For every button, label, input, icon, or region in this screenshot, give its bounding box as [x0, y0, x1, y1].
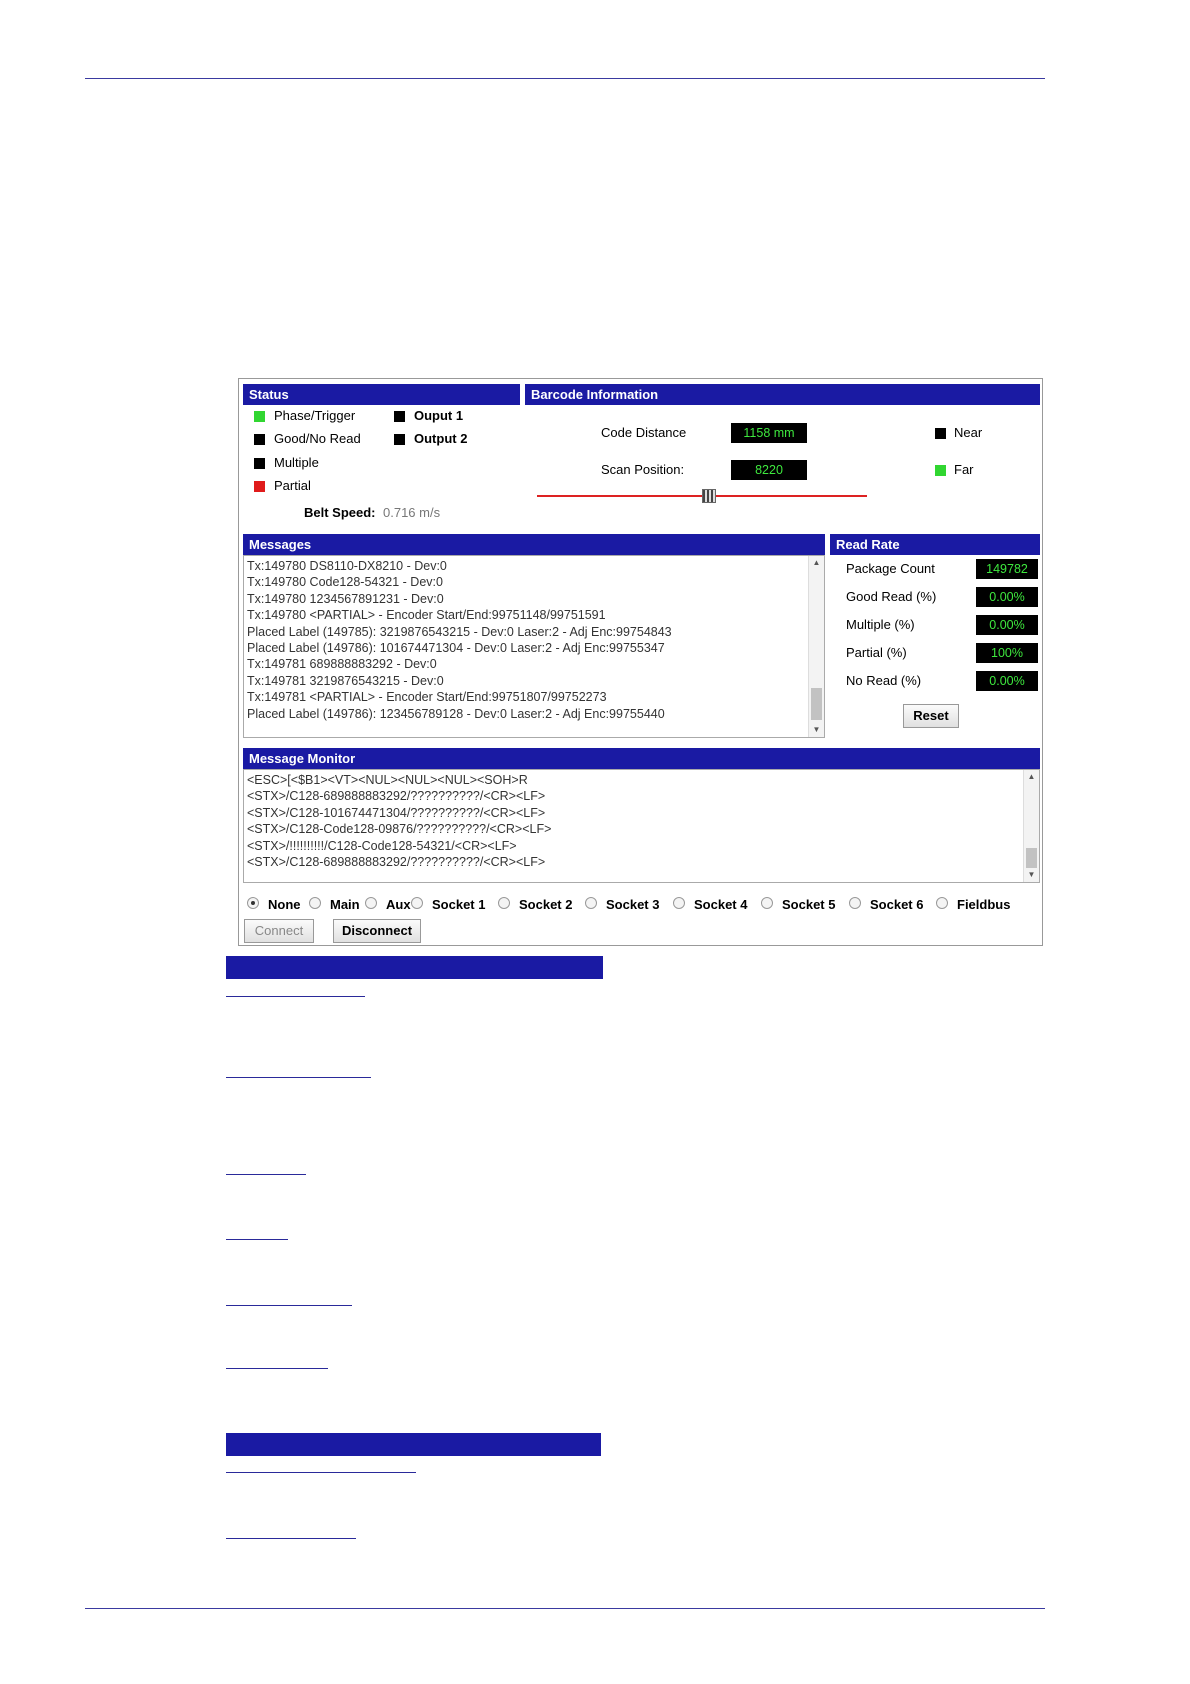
- near-indicator: [935, 428, 946, 439]
- port-radio[interactable]: [309, 897, 321, 909]
- scroll-down-icon[interactable]: ▼: [812, 725, 821, 734]
- read-rate-label: No Read (%): [846, 673, 922, 688]
- message-line: Tx:149781 <PARTIAL> - Encoder Start/End:99751807/99752273: [247, 690, 607, 705]
- port-radio[interactable]: [411, 897, 423, 909]
- messages-title: Messages: [249, 537, 312, 552]
- read-rate-label: Package Count: [846, 561, 935, 576]
- section-bar-1: [226, 956, 603, 979]
- port-radio-label[interactable]: Socket 3: [606, 897, 660, 912]
- barcode-header: [525, 384, 1040, 405]
- status-indicator-multiple: [254, 458, 265, 469]
- scroll-thumb[interactable]: [1026, 848, 1037, 868]
- monitor-scrollbar[interactable]: [1023, 770, 1039, 882]
- port-radio-label[interactable]: Socket 6: [870, 897, 924, 912]
- message-line: Tx:149781 689888883292 - Dev:0: [247, 657, 437, 672]
- messages-scrollbar[interactable]: [808, 556, 824, 737]
- connect-button[interactable]: Connect: [244, 919, 314, 943]
- output-label-1: Ouput 1: [414, 408, 464, 423]
- port-radio-label[interactable]: Aux: [386, 897, 411, 912]
- output-indicator-1: [394, 411, 405, 422]
- scroll-thumb[interactable]: [811, 688, 822, 720]
- output-indicator-2: [394, 434, 405, 445]
- monitor-lines: [247, 772, 551, 870]
- scan-position-label: Scan Position:: [601, 462, 685, 477]
- monitor-line: <STX>/C128-Code128-09876/??????????/<CR><LF>: [247, 822, 552, 837]
- port-radio[interactable]: [585, 897, 597, 909]
- port-radio-label[interactable]: Socket 5: [782, 897, 836, 912]
- far-label: Far: [954, 462, 974, 477]
- port-radio-label[interactable]: Main: [330, 897, 360, 912]
- message-line: Placed Label (149786): 123456789128 - Dev:0 Laser:2 - Adj Enc:99755440: [247, 706, 665, 721]
- port-radio[interactable]: [849, 897, 861, 909]
- link-rule-6[interactable]: [226, 1368, 328, 1369]
- message-line: Placed Label (149786): 101674471304 - Dev:0 Laser:2 - Adj Enc:99755347: [247, 641, 665, 656]
- messages-log[interactable]: [243, 555, 825, 738]
- scan-position-slider[interactable]: [537, 489, 867, 503]
- port-radio[interactable]: [247, 897, 259, 909]
- read-rate-value: 100%: [976, 643, 1038, 663]
- link-rule-1[interactable]: [226, 996, 365, 997]
- far-indicator: [935, 465, 946, 476]
- near-label: Near: [954, 425, 983, 440]
- status-indicator-good-no-read: [254, 434, 265, 445]
- output-label-2: Output 2: [414, 431, 468, 446]
- read-rate-label: Partial (%): [846, 645, 907, 660]
- message-line: Tx:149780 <PARTIAL> - Encoder Start/End:99751148/99751591: [247, 608, 606, 623]
- messages-lines: [247, 558, 672, 722]
- status-header: [243, 384, 520, 405]
- link-rule-5[interactable]: [226, 1305, 352, 1306]
- message-line: Placed Label (149785): 3219876543215 - Dev:0 Laser:2 - Adj Enc:99754843: [247, 624, 672, 639]
- scan-position-value: 8220: [731, 460, 807, 480]
- monitor-line: <STX>/!!!!!!!!!!/C128-Code128-54321/<CR><LF>: [247, 838, 517, 853]
- read-rate-header: [830, 534, 1040, 555]
- message-line: Tx:149780 Code128-54321 - Dev:0: [247, 575, 443, 590]
- message-monitor-title: Message Monitor: [249, 751, 356, 766]
- read-rate-label: Multiple (%): [846, 617, 915, 632]
- status-indicator-phase-trigger: [254, 411, 265, 422]
- message-monitor-log[interactable]: [243, 769, 1040, 883]
- port-radio-label[interactable]: Socket 1: [432, 897, 486, 912]
- monitor-line: <STX>/C128-689888883292/??????????/<CR><LF>: [247, 789, 546, 804]
- port-radio-label[interactable]: Socket 4: [694, 897, 748, 912]
- reset-button[interactable]: Reset: [903, 704, 959, 728]
- disconnect-button[interactable]: Disconnect: [333, 919, 421, 943]
- monitor-line: <ESC>[<$B1><VT><NUL><NUL><NUL><SOH>R: [247, 773, 528, 787]
- read-rate-value: 0.00%: [976, 587, 1038, 607]
- message-line: Tx:149780 DS8110-DX8210 - Dev:0: [247, 559, 447, 573]
- read-rate-label: Good Read (%): [846, 589, 937, 604]
- scroll-down-icon[interactable]: ▼: [1027, 870, 1036, 879]
- message-line: Tx:149781 3219876543215 - Dev:0: [247, 673, 444, 688]
- read-rate-title: Read Rate: [836, 537, 900, 552]
- code-distance-label: Code Distance: [601, 425, 687, 440]
- link-rule-8[interactable]: [226, 1538, 356, 1539]
- read-rate-value: 149782: [976, 559, 1038, 579]
- bottom-rule: [85, 1608, 1045, 1609]
- scroll-up-icon[interactable]: ▲: [1027, 772, 1036, 781]
- port-radio[interactable]: [761, 897, 773, 909]
- messages-header: [243, 534, 825, 555]
- port-radio[interactable]: [498, 897, 510, 909]
- status-label-good-no-read: Good/No Read: [274, 431, 361, 446]
- message-monitor-header: [243, 748, 1040, 769]
- monitor-panel: [238, 378, 1043, 946]
- status-label-multiple: Multiple: [274, 455, 319, 470]
- port-radio[interactable]: [365, 897, 377, 909]
- link-rule-4[interactable]: [226, 1239, 288, 1240]
- status-label-phase-trigger: Phase/Trigger: [274, 408, 356, 423]
- scroll-up-icon[interactable]: ▲: [812, 558, 821, 567]
- top-rule: [85, 78, 1045, 79]
- port-radio[interactable]: [936, 897, 948, 909]
- belt-speed-value: 0.716 m/s: [383, 505, 441, 520]
- status-label-partial: Partial: [274, 478, 311, 493]
- port-radio-label[interactable]: Socket 2: [519, 897, 573, 912]
- port-radio-label[interactable]: None: [268, 897, 301, 912]
- status-title: Status: [249, 387, 289, 402]
- barcode-title: Barcode Information: [531, 387, 659, 402]
- port-radio[interactable]: [673, 897, 685, 909]
- port-radio-label[interactable]: Fieldbus: [957, 897, 1011, 912]
- link-rule-7[interactable]: [226, 1472, 416, 1473]
- slider-handle[interactable]: [702, 489, 716, 503]
- belt-speed-label: Belt Speed:: [304, 505, 376, 520]
- status-indicator-partial: [254, 481, 265, 492]
- section-bar-2: [226, 1433, 601, 1456]
- monitor-line: <STX>/C128-689888883292/??????????/<CR><LF>: [247, 855, 546, 870]
- monitor-line: <STX>/C128-101674471304/??????????/<CR><LF>: [247, 805, 546, 820]
- read-rate-value: 0.00%: [976, 671, 1038, 691]
- link-rule-3[interactable]: [226, 1174, 306, 1175]
- message-line: Tx:149780 1234567891231 - Dev:0: [247, 591, 444, 606]
- code-distance-value: 1158 mm: [731, 423, 807, 443]
- read-rate-value: 0.00%: [976, 615, 1038, 635]
- link-rule-2[interactable]: [226, 1077, 371, 1078]
